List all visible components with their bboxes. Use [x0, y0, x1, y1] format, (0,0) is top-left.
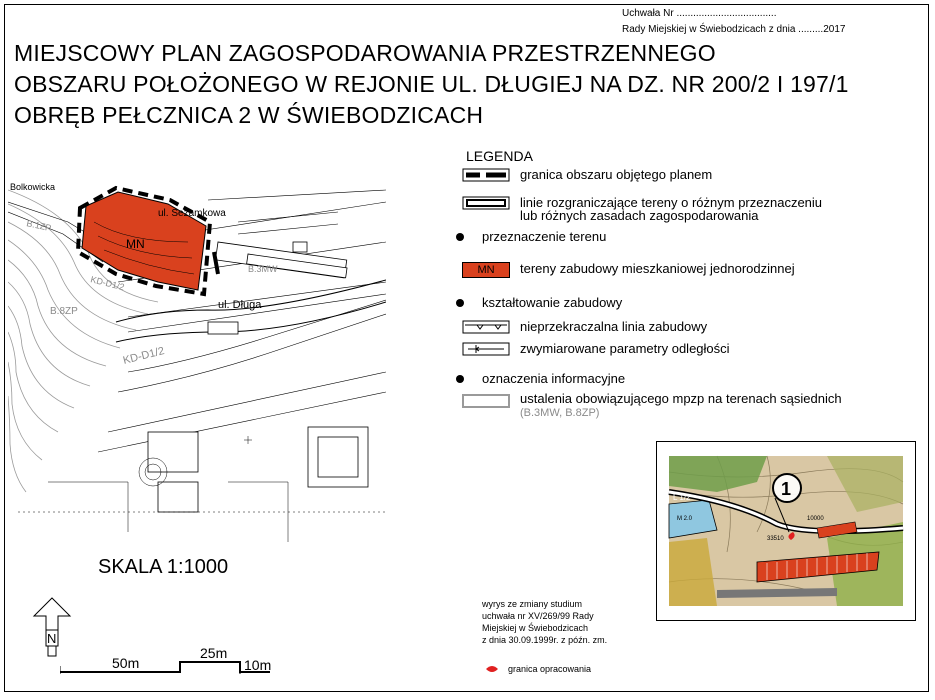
- title-line-1: MIEJSCOWY PLAN ZAGOSPODAROWANIA PRZESTRZENNEGO: [14, 40, 716, 66]
- legend-distances-text: zwymiarowane parametry odległości: [520, 341, 730, 356]
- legend-row-distances: [462, 342, 730, 356]
- scale-bar: [60, 648, 300, 678]
- b1zp-label: B.1ZP: [25, 218, 53, 234]
- red-boundary-icon: [484, 664, 500, 674]
- resolution-council: Rady Miejskiej w Świebodzicach z dnia .........2017: [622, 24, 846, 35]
- legend-row-building-line: [462, 320, 707, 334]
- legend-section-purpose: [462, 230, 606, 244]
- north-letter: N: [47, 631, 57, 646]
- bullet-icon: [456, 375, 464, 383]
- bullet-icon: [456, 233, 464, 241]
- legend-dividing-text: [520, 196, 822, 223]
- mn-swatch: MN: [462, 262, 510, 278]
- kd-label-1: KD-D1/2: [89, 274, 126, 293]
- legend-dividing-text-2: lub różnych zasadach zagospodarowania: [520, 208, 759, 223]
- legend-adjacent-codes: (B.3MW, B.8ZP): [520, 407, 600, 419]
- legend-purpose-text: przeznaczenie terenu: [482, 229, 607, 244]
- legend-row-boundary: [462, 168, 712, 182]
- plan-title: [14, 38, 849, 131]
- inset-small-label-1: M 2.0: [677, 516, 693, 522]
- legend-row-dividing: [462, 196, 822, 223]
- resolution-number: Uchwała Nr ....................................: [622, 8, 777, 19]
- legend-adjacent-text: [520, 392, 842, 420]
- resolution-header: [622, 6, 845, 38]
- inset-small-label-2: 10000: [807, 516, 824, 522]
- dividing-line-symbol: [462, 196, 510, 210]
- note-line-1: wyrys ze zmiany studium: [482, 599, 583, 609]
- legend-mn-text: tereny zabudowy mieszkaniowej jednorodzinnej: [520, 261, 795, 276]
- bullet-icon: [456, 299, 464, 307]
- study-boundary-label: granica opracowania: [508, 664, 592, 674]
- b3mw-label: B.3MW: [248, 264, 278, 274]
- zone-label-mn: MN: [126, 237, 145, 251]
- study-boundary-legend: [484, 664, 591, 674]
- legend-section-info: [462, 372, 625, 386]
- legend-building-line-text: nieprzekraczalna linia zabudowy: [520, 319, 708, 334]
- inset-small-label-3: 33510: [767, 536, 784, 542]
- legend-row-mn: [462, 262, 795, 278]
- legend-dividing-text-1: linie rozgraniczające tereny o różnym przeznaczeniu: [520, 195, 823, 210]
- legend-adjacent-text-1: ustalenia obowiązującego mpzp na terenach sąsiednich: [520, 391, 842, 406]
- note-line-2: uchwała nr XV/269/99 Rady: [482, 611, 594, 621]
- inset-marker-number: 1: [781, 479, 792, 499]
- street-label-dluga: ul. Długa: [218, 299, 262, 311]
- boundary-symbol: [462, 168, 510, 182]
- scale-label-25: 25m: [200, 648, 228, 661]
- adjacent-symbol: [462, 394, 510, 408]
- title-line-2: OBSZARU POŁOŻONEGO W REJONIE UL. DŁUGIEJ NA DZ. NR 200/2 I 197/1: [14, 71, 849, 97]
- kd-label-2: KD-D1/2: [121, 345, 166, 367]
- scale-label: SKALA 1:1000: [98, 556, 229, 578]
- building-line-symbol: [462, 320, 510, 334]
- legend-boundary-text: granica obszaru objętego planem: [520, 167, 713, 182]
- main-map-drawing: [8, 182, 386, 552]
- note-line-3: Miejskiej w Świebodzicach: [482, 623, 589, 633]
- study-note: [482, 598, 607, 646]
- scale-bar-drawing: [60, 648, 300, 678]
- b8zp-label: B.8ZP: [50, 306, 78, 317]
- title-line-3: OBRĘB PEŁCZNICA 2 W ŚWIEBODZICACH: [14, 102, 484, 128]
- main-map: [8, 182, 386, 552]
- study-inset-map: [656, 441, 916, 621]
- inset-drawing: [657, 442, 915, 620]
- distance-symbol: [462, 342, 510, 356]
- legend-row-adjacent: [462, 392, 842, 420]
- street-label-top: Bolkowicka: [10, 182, 56, 192]
- legend-section-development: [462, 296, 622, 310]
- legend-heading: LEGENDA: [466, 148, 533, 164]
- street-label-sezamkowa: ul. Sezamkowa: [158, 208, 226, 219]
- legend-info-text: oznaczenia informacyjne: [482, 371, 626, 386]
- note-line-4: z dnia 30.09.1999r. z późn. zm.: [482, 635, 608, 645]
- legend-development-text: kształtowanie zabudowy: [482, 295, 623, 310]
- scale-label-50: 50m: [112, 655, 140, 671]
- inset-road-label: L 1/2: [673, 493, 691, 502]
- scale-label-10: 10m: [244, 657, 272, 673]
